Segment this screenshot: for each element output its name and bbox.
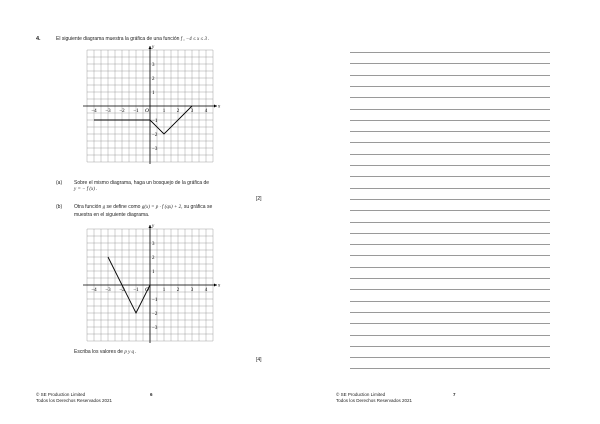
- y-tick-label: −1: [152, 297, 158, 303]
- footer-right: [336, 392, 412, 404]
- answer-line[interactable]: [350, 312, 550, 313]
- x-tick-label: −4: [91, 288, 97, 293]
- x-tick-label: 2: [176, 109, 180, 114]
- answer-line[interactable]: [350, 323, 550, 324]
- footer-rights: Todos los Derechos Reservados 2021: [36, 398, 113, 403]
- answer-line[interactable]: [350, 52, 550, 53]
- write-prompt-math: p y q .: [124, 350, 137, 355]
- graph-2: [80, 222, 220, 347]
- answer-line[interactable]: [350, 267, 550, 268]
- y-tick-label: −2: [152, 311, 158, 317]
- part-b-line2: muestra en el siguiente diagrama.: [74, 212, 150, 218]
- answer-line[interactable]: [350, 346, 550, 347]
- question-stem-math: f , −4 ≤ x ≤ 3 .: [180, 37, 210, 42]
- page-number-7: 7: [453, 392, 456, 397]
- origin-label: O: [145, 287, 149, 293]
- y-tick-label: 2: [152, 76, 155, 82]
- answer-line[interactable]: [350, 86, 550, 87]
- answer-line[interactable]: [350, 154, 550, 155]
- x-axis-arrow: [214, 105, 217, 108]
- y-tick-label: 2: [152, 255, 155, 261]
- part-b-text: Otra función: [74, 204, 102, 210]
- x-tick-label: 3: [190, 109, 194, 114]
- y-axis-label: y: [152, 224, 155, 229]
- y-tick-label: 1: [152, 90, 155, 96]
- y-tick-label: −3: [152, 146, 158, 152]
- answer-line[interactable]: [350, 97, 550, 98]
- x-tick-label: 2: [176, 288, 180, 293]
- y-tick-label: −1: [152, 118, 158, 124]
- footer-copyright: © SE Production Limited: [336, 392, 386, 397]
- answer-line[interactable]: [350, 301, 550, 302]
- x-tick-label: −3: [105, 288, 111, 293]
- answer-line[interactable]: [350, 357, 550, 358]
- question-stem-text: El siguiente diagrama muestra la gráfica de una función: [56, 36, 180, 42]
- answer-line[interactable]: [350, 165, 550, 166]
- y-tick-label: 3: [152, 241, 155, 247]
- x-tick-label: 4: [204, 109, 208, 114]
- answer-line[interactable]: [350, 255, 550, 256]
- answer-line[interactable]: [350, 142, 550, 143]
- part-b-line1: [74, 204, 212, 212]
- y-axis-label: y: [152, 45, 155, 50]
- footer-rights: Todos los Derechos Reservados 2021: [336, 398, 413, 403]
- part-a-marks: [2]: [256, 196, 262, 202]
- x-tick-label: −2: [119, 109, 125, 114]
- x-tick-label: −4: [91, 109, 97, 114]
- answer-line[interactable]: [350, 63, 550, 64]
- x-tick-label: 1: [162, 288, 166, 293]
- final-marks: [4]: [256, 357, 262, 363]
- footer-copyright: © SE Production Limited: [36, 392, 86, 397]
- answer-line[interactable]: [350, 188, 550, 189]
- answer-line[interactable]: [350, 131, 550, 132]
- write-prompt: [74, 349, 137, 357]
- part-b-label: (b): [56, 204, 63, 210]
- answer-line[interactable]: [350, 368, 550, 369]
- x-tick-label: 3: [190, 288, 194, 293]
- y-tick-label: −2: [152, 132, 158, 138]
- x-tick-label: 1: [162, 109, 166, 114]
- part-b-formula: g(x) = p · f (qx) + 2: [141, 205, 182, 210]
- part-b-g: g: [102, 205, 106, 210]
- x-tick-label: −1: [133, 109, 139, 114]
- y-tick-label: 3: [152, 62, 155, 68]
- footer-left: [36, 392, 112, 404]
- answer-line[interactable]: [350, 109, 550, 110]
- part-a-label: (a): [56, 180, 63, 186]
- x-tick-label: 4: [204, 288, 208, 293]
- answer-line[interactable]: [350, 176, 550, 177]
- origin-label: O: [145, 108, 149, 114]
- y-tick-label: 1: [152, 269, 155, 275]
- part-b-end: , su gráfica se: [181, 204, 213, 210]
- answer-line[interactable]: [350, 199, 550, 200]
- x-tick-label: −1: [133, 288, 139, 293]
- x-axis-arrow: [214, 284, 217, 287]
- answer-line[interactable]: [350, 335, 550, 336]
- part-a-line2: y = − f (x) .: [74, 187, 98, 192]
- answer-line[interactable]: [350, 233, 550, 234]
- answer-line[interactable]: [350, 289, 550, 290]
- part-b-mid: se define como: [106, 204, 141, 210]
- answer-line[interactable]: [350, 210, 550, 211]
- part-a-line1: Sobre el mismo diagrama, haga un bosquejo de la gráfica de: [74, 180, 210, 186]
- y-tick-label: −3: [152, 325, 158, 331]
- answer-line[interactable]: [350, 278, 550, 279]
- answer-line[interactable]: [350, 244, 550, 245]
- x-tick-label: −3: [105, 109, 111, 114]
- answer-line[interactable]: [350, 75, 550, 76]
- answer-line[interactable]: [350, 120, 550, 121]
- x-axis-label: x: [218, 283, 221, 289]
- answer-line[interactable]: [350, 222, 550, 223]
- x-tick-label: −2: [119, 288, 125, 293]
- question-number: 4.: [36, 36, 41, 42]
- graph-1: [80, 43, 220, 168]
- page-number-6: 6: [150, 392, 153, 397]
- write-prompt-text: Escriba los valores de: [74, 349, 123, 355]
- x-axis-label: x: [218, 104, 221, 110]
